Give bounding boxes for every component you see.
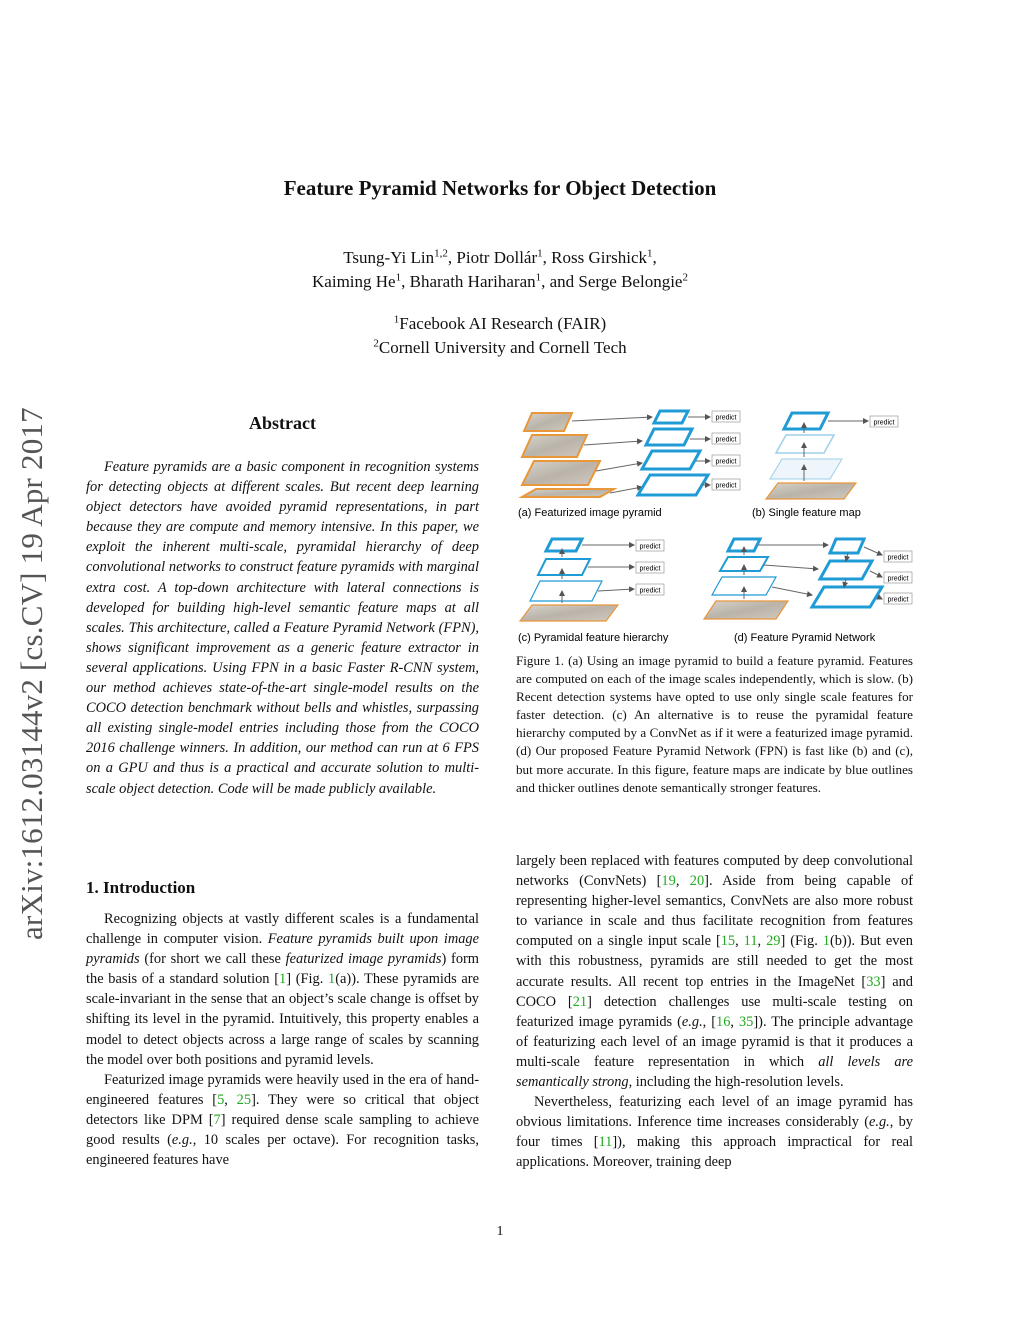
- feature-map: [538, 559, 590, 575]
- text-span: Featurized image pyramids were heavily used in the era of hand-engineered features [: [86, 1071, 479, 1108]
- predict-box: [712, 411, 740, 422]
- text-span: ] detection challenges use multi-scale testing on featurized image pyramids (: [516, 993, 914, 1030]
- image-level: [766, 483, 856, 499]
- figure-1: [512, 405, 922, 648]
- section-heading-introduction: 1. Introduction: [86, 878, 196, 897]
- citation-link[interactable]: 16: [716, 1013, 731, 1030]
- predict-label: predict: [715, 458, 737, 466]
- text-span: ] and COCO [: [516, 973, 913, 1010]
- image-level: [522, 489, 614, 497]
- predict-box: [636, 562, 664, 573]
- author-list: [0, 246, 1000, 294]
- predict-label: predict: [715, 436, 737, 444]
- feature-map: [776, 435, 834, 453]
- intro-paragraph-2: Featurized image pyramids were heavily used in the era of hand-engineered features [5, 25]. They were so critical that object detectors like DPM [7] required dense scale sampling to achieve good results (e.g., 10 scales per octave). For recognition tasks, engineered features have: [86, 1071, 479, 1169]
- authors-line-2: Kaiming He$^1$, Bharath Hariharan$^1$, and Serge Belongie$^2$: [312, 271, 688, 291]
- text-span: ]. Aside from being capable of representing higher-level semantics, ConvNets are also more robust to variance in scale and thus facilitate recognition from features computed on a single input scale [: [516, 873, 913, 950]
- feature-map: [654, 411, 688, 423]
- feature-map: [812, 587, 882, 607]
- intro-paragraph-1: [86, 909, 479, 1070]
- arxiv-stamp: arXiv:1612.03144v2 [cs.CV] 19 Apr 2017: [14, 407, 49, 940]
- citation-link[interactable]: 1: [279, 971, 287, 988]
- abstract-heading: Abstract: [249, 413, 316, 433]
- citation-link[interactable]: 21: [572, 993, 588, 1010]
- text-span-italic: e.g.: [171, 1132, 193, 1149]
- text-span: ]), making this approach impractical for real applications. Moreover, training deep: [516, 1134, 914, 1171]
- text-span: Nevertheless, featurizing each level of an image pyramid has obvious limitations. Inference time increases considerably (: [516, 1094, 913, 1131]
- predict-box: [712, 455, 740, 466]
- text-span: ] (Fig.: [780, 933, 823, 950]
- citation-link[interactable]: 20: [689, 873, 705, 890]
- affiliation-1: $^1$Facebook AI Research (FAIR): [393, 313, 607, 333]
- predict-box: [884, 572, 912, 583]
- predict-box: [884, 551, 912, 562]
- affiliation-2: $^2$Cornell University and Cornell Tech: [373, 337, 627, 357]
- intro-paragraph-4: [516, 1092, 913, 1172]
- text-span: ) form the basis of a standard solution [: [86, 951, 479, 988]
- text-span: (b)). But even with this robustness, pyramids are still needed to get the most accurate results. All recent top entries in the ImageNet [: [516, 933, 913, 990]
- text-span-italic: e.g.: [869, 1114, 890, 1131]
- citation-link[interactable]: 35: [738, 1013, 754, 1030]
- text-span: (for short we call these: [139, 951, 286, 968]
- feature-map: [638, 475, 708, 495]
- panel-c: [520, 539, 664, 621]
- text-span: , by four times [: [516, 1114, 913, 1151]
- predict-label: predict: [887, 575, 909, 583]
- abstract-body: [86, 457, 479, 799]
- predict-box: [884, 593, 912, 604]
- feature-map: [770, 459, 842, 479]
- image-level: [704, 601, 788, 619]
- predict-box: [636, 584, 664, 595]
- intro-right-column: [516, 851, 913, 1173]
- feature-map: [830, 539, 864, 553]
- panel-d: [704, 539, 912, 619]
- citation-link[interactable]: 5: [217, 1091, 225, 1108]
- image-level: [520, 605, 618, 621]
- feature-map: [642, 451, 700, 469]
- subfigure-label-a: (a) Featurized image pyramid: [518, 507, 662, 519]
- citation-link[interactable]: 15: [720, 933, 736, 950]
- text-span: ] (Fig.: [286, 971, 329, 988]
- paper-title: Feature Pyramid Networks for Object Detection: [283, 176, 717, 200]
- citation-link[interactable]: 25: [236, 1091, 252, 1108]
- feature-map: [546, 539, 582, 551]
- citation-link[interactable]: 11: [743, 933, 758, 950]
- page-number: 1: [496, 1224, 504, 1239]
- text-span-italic: featurized image pyramids: [285, 951, 442, 968]
- text-span: ] required dense scale sampling to achieve good results (: [86, 1111, 479, 1149]
- predict-box: [636, 540, 664, 551]
- authors-line-1: Tsung-Yi Lin$^{1,2}$, Piotr Dollár$^1$, Ross Girshick$^1$,: [343, 247, 657, 267]
- citation-link[interactable]: 7: [213, 1111, 221, 1128]
- predict-label: predict: [887, 554, 909, 562]
- subfigure-label-b: (b) Single feature map: [752, 507, 861, 519]
- text-span: , [: [702, 1013, 717, 1030]
- citation-link[interactable]: 33: [866, 973, 881, 990]
- text-span: Recognizing objects at vastly different scales is a fundamental challenge in computer vision.: [86, 911, 479, 948]
- figure-1-caption: Figure 1. (a) Using an image pyramid to build a feature pyramid. Features are computed on each of the image scales independently, which is slow. (b) Recent detection systems have opted to use only single scale features for faster detection. (c) An alternative is to reuse the pyramidal feature hierarchy computed by a ConvNet as if it were a featurized image pyramid. (d) Our proposed Feature Pyramid Network (FPN) is fast like (b) and (c), but more accurate. In this figure, feature maps are indicate by blue outlines and thicker outlines denote semantically stronger features.: [516, 653, 913, 795]
- text-span-italic: e.g.: [681, 1013, 703, 1030]
- predict-label: predict: [873, 419, 895, 427]
- citation-link[interactable]: 19: [661, 873, 676, 890]
- text-span-italic: Feature pyramids built upon image pyramids: [86, 931, 479, 968]
- citation-link[interactable]: 29: [766, 933, 781, 950]
- image-level: [522, 461, 600, 485]
- citation-link[interactable]: 11: [598, 1134, 613, 1151]
- subfigure-label-c: (c) Pyramidal feature hierarchy: [518, 632, 669, 644]
- text-span: , including the high-resolution levels.: [628, 1074, 844, 1091]
- intro-paragraph-3: largely been replaced with features computed by deep convolutional networks (ConvNets) [19, 20]. Aside from being capable of representing higher-level semantics, ConvNets are also more robust to variance in scale and thus facilitate recognition from features computed on a single input scale [15, 11, 29] (Fig. 1(b)). But even with this robustness, pyramids are still needed to get the most accurate results. All recent top entries in the ImageNet [33] and COCO [21] detection challenges use multi-scale testing on featurized image pyramids (e.g., [16, 35]). The principle advantage of featurizing each level of an image pyramid is that it produces a multi-scale feature representation in which all levels are semantically strong, including the high-resolution levels.: [516, 853, 914, 1091]
- affiliations: [0, 312, 1000, 360]
- predict-box: [870, 416, 898, 427]
- figure-1-diagram: [512, 405, 922, 648]
- panel-b: [766, 413, 898, 499]
- text-span-italic: all levels are semantically strong: [516, 1053, 913, 1091]
- text-span: (a)). These pyramids are scale-invariant in the sense that an object’s scale change is offset by shifting its level in the pyramid. Intuitively, this property enables a model to detect objects across a large range of scales by scanning the model over both positions and pyramid levels.: [86, 971, 479, 1068]
- predict-label: predict: [639, 587, 661, 595]
- predict-label: predict: [715, 414, 737, 422]
- feature-map: [530, 581, 602, 601]
- predict-label: predict: [639, 565, 661, 573]
- feature-map: [784, 413, 828, 429]
- predict-label: predict: [715, 482, 737, 490]
- predict-label: predict: [887, 596, 909, 604]
- abstract-paragraph: Feature pyramids are a basic component in recognition systems for detecting objects at different scales. But recent deep learning object detectors have avoided pyramid representations, in part because they are compute and memory intensive. In this paper, we exploit the inherent multi-scale, pyramidal hierarchy of deep convolutional networks to construct feature pyramids with marginal extra cost. A top-down architecture with lateral connections is developed for building high-level semantic feature maps at all scales. This architecture, called a Feature Pyramid Network (FPN), shows significant improvement as a generic feature extractor in several applications. Using FPN in a basic Faster R-CNN system, our method achieves state-of-the-art single-model results on the COCO detection benchmark without bells and whistles, surpassing all existing single-model entries including those from the COCO 2016 challenge winners. In addition, our method can run at 6 FPS on a GPU and thus is a practical and accurate solution to multi-scale object detection. Code will be made publicly available.: [86, 459, 479, 797]
- feature-map: [820, 561, 872, 579]
- predict-box: [712, 433, 740, 444]
- figure-link[interactable]: 1: [328, 971, 336, 988]
- text-span: ]). The principle advantage of featurizing each level of an image pyramid is that it produces a multi-scale feature representation in which: [516, 1013, 913, 1070]
- text-span: , 10 scales per octave). For recognition tasks, engineered features have: [86, 1132, 479, 1169]
- feature-map: [646, 429, 692, 445]
- image-level: [522, 435, 587, 457]
- text-span: ]. They were so critical that object detectors like DPM [: [86, 1091, 479, 1128]
- panel-a: [522, 411, 740, 497]
- subfigure-label-d: (d) Feature Pyramid Network: [734, 632, 876, 644]
- text-span: largely been replaced with features computed by deep convolutional networks (ConvNets) [: [516, 853, 913, 890]
- predict-label: predict: [639, 543, 661, 551]
- image-level: [524, 413, 572, 431]
- predict-box: [712, 479, 740, 490]
- intro-left-column: [86, 909, 479, 1170]
- figure-link[interactable]: 1: [822, 933, 830, 950]
